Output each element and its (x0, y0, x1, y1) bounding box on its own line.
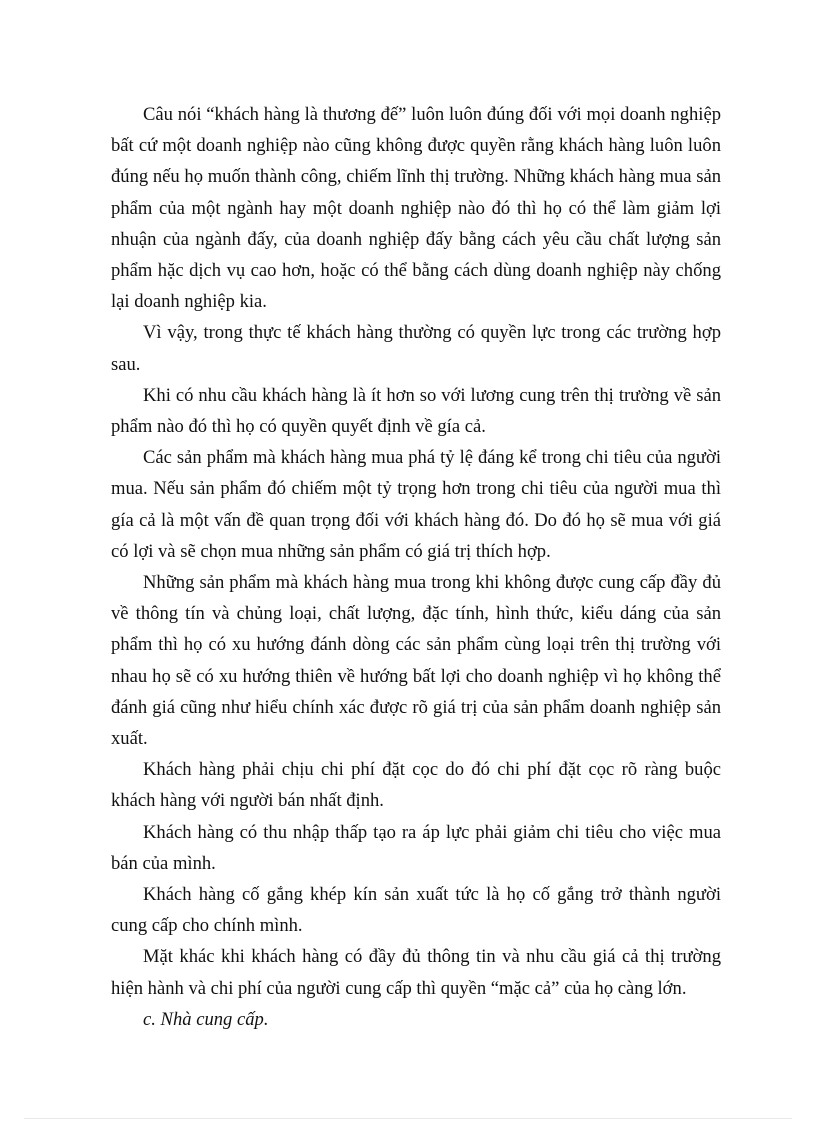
paragraph-7: Khách hàng có thu nhập thấp tạo ra áp lực phải giảm chi tiêu cho việc mua bán của mình. (111, 821, 721, 874)
paragraph-4: Các sản phẩm mà khách hàng mua phá tỷ lệ đáng kể trong chi tiêu của người mua. Nếu sản phẩm đó chiếm một tỷ trọng hơn trong chi tiêu của người mua thì gía cả là một vấn đề quan trọng đối với khách hàng đó. Do đó họ sẽ mua với giá có lợi và sẽ chọn mua những sản phẩm có giá trị thích hợp. (111, 447, 721, 562)
page-bottom-divider (24, 1118, 792, 1119)
paragraph-3: Khi có nhu cầu khách hàng là ít hơn so với lương cung trên thị trường về sản phẩm nào đó thì họ có quyền quyết định về gía cả. (111, 384, 721, 438)
paragraph-6: Khách hàng phải chịu chi phí đặt cọc do đó chi phí đặt cọc rõ ràng buộc khách hàng với người bán nhất định. (111, 759, 721, 812)
paragraph-2: Vì vậy, trong thực tế khách hàng thường có quyền lực trong các trường hợp sau. (111, 322, 721, 375)
paragraph-5: Những sản phẩm mà khách hàng mua trong khi không được cung cấp đầy đủ về thông tín và chủng loại, chất lượng, đặc tính, hình thức, kiểu dáng của sản phẩm thì họ có xu hướng đánh dòng các sản phẩm cùng loại trên thị trường với nhau họ sẽ có xu hướng thiên về hướng bất lợi cho doanh nghiệp vì họ không thể đánh giá cũng như hiểu chính xác được rõ giá trị của sản phẩm doanh nghiệp sản xuất. (111, 572, 721, 750)
document-body (111, 99, 721, 1035)
paragraph-1: Câu nói “khách hàng là thương đế” luôn luôn đúng đối với mọi doanh nghiệp bất cứ một doanh nghiệp nào cũng không được quyền rằng khách hàng luôn luôn đúng nếu họ muốn thành công, chiếm lĩnh thị trường. Những khách hàng mua sản phẩm của một ngành hay một doanh nghiệp nào đó thì họ có thể làm giảm lợi nhuận của ngành đấy, của doanh nghiệp đấy bằng cách yêu cầu chất lượng sản phẩm hặc dịch vụ cao hơn, hoặc có thể bằng cách dùng doanh nghiệp này chống lại doanh nghiệp kia. (111, 104, 721, 313)
section-heading: c. Nhà cung cấp. (143, 1008, 269, 1030)
paragraph-8: Khách hàng cố gắng khép kín sản xuất tức là họ cố gắng trở thành người cung cấp cho chính mình. (111, 884, 721, 937)
paragraph-9: Mặt khác khi khách hàng có đầy đủ thông tin và nhu cầu giá cả thị trường hiện hành và chi phí của người cung cấp thì quyền “mặc cả” của họ càng lớn. (111, 946, 721, 999)
